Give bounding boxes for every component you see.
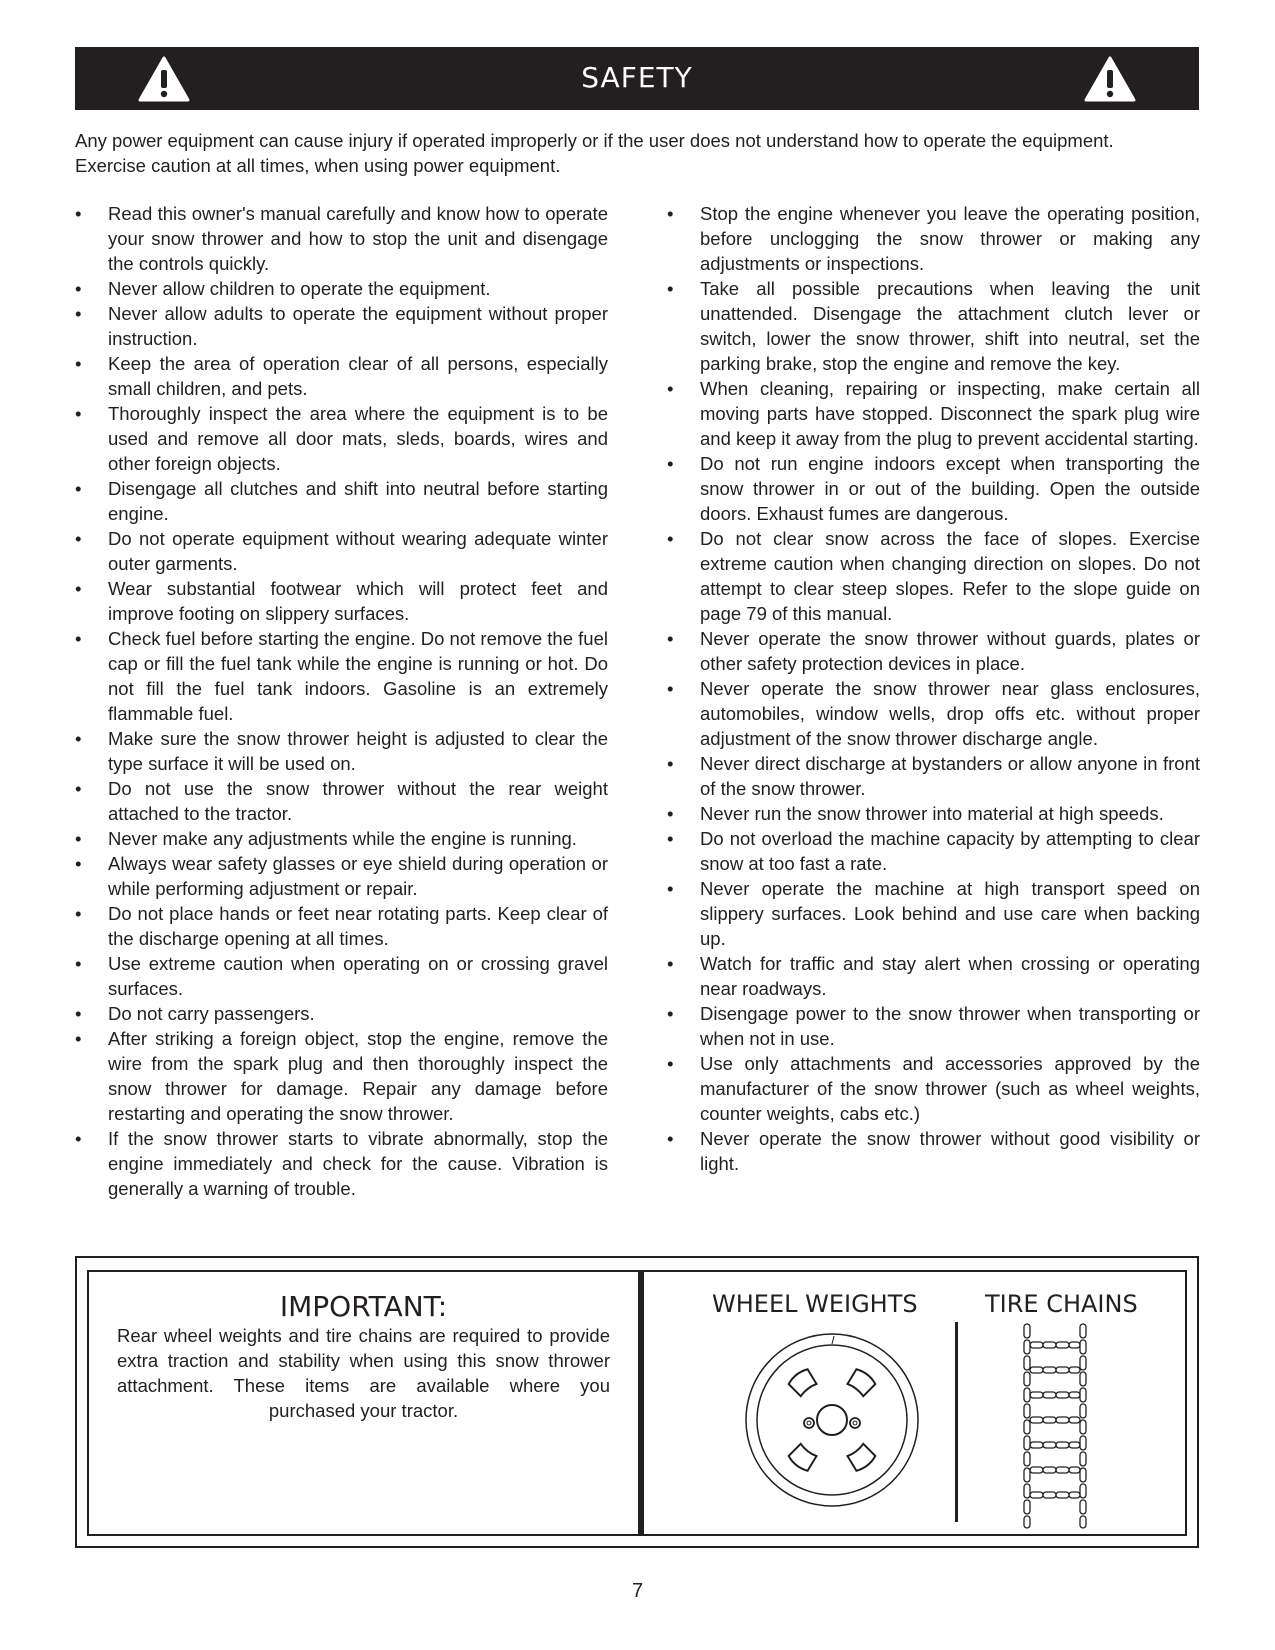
safety-list-item	[667, 751, 1200, 801]
bullet-icon: •	[75, 1128, 82, 1149]
safety-list-text: Stop the engine whenever you leave the operating position, before unclogging the snow thrower or making any adjustments or inspections.	[700, 203, 1200, 274]
bullet-icon: •	[667, 453, 674, 474]
bullet-icon: •	[667, 203, 674, 224]
safety-list-item	[667, 526, 1200, 626]
bullet-icon: •	[75, 303, 82, 324]
safety-list-text: Use extreme caution when operating on or crossing gravel surfaces.	[108, 953, 608, 999]
safety-list-item	[75, 576, 608, 626]
bullet-icon: •	[75, 853, 82, 874]
bullet-icon: •	[667, 953, 674, 974]
bullet-icon: •	[75, 953, 82, 974]
safety-list-item	[75, 1126, 608, 1201]
safety-list-text: Wear substantial footwear which will protect feet and improve footing on slippery surfaces.	[108, 578, 608, 624]
safety-list-item	[667, 451, 1200, 526]
safety-list-item	[667, 876, 1200, 951]
safety-list-item	[75, 401, 608, 476]
safety-list-text: Take all possible precautions when leaving the unit unattended. Disengage the attachment clutch lever or switch, lower the snow thrower, shift into neutral, set the parking brake, stop the engine and remove the key.	[700, 278, 1200, 374]
bullet-icon: •	[667, 828, 674, 849]
safety-list-text: Make sure the snow thrower height is adjusted to clear the type surface it will be used on.	[108, 728, 608, 774]
safety-list-text: Do not operate equipment without wearing adequate winter outer garments.	[108, 528, 608, 574]
safety-list-text: Never operate the snow thrower near glass enclosures, automobiles, window wells, drop offs etc. without proper adjustment of the snow thrower discharge angle.	[700, 678, 1200, 749]
safety-list-text: Never run the snow thrower into material at high speeds.	[700, 803, 1164, 824]
safety-list-item	[75, 276, 608, 301]
bullet-icon: •	[667, 678, 674, 699]
safety-list-text: Do not carry passengers.	[108, 1003, 315, 1024]
safety-list-text: Do not use the snow thrower without the rear weight attached to the tractor.	[108, 778, 608, 824]
wheel-weight-icon	[742, 1330, 922, 1510]
safety-list-item	[667, 826, 1200, 876]
safety-list-item	[667, 1001, 1200, 1051]
bullet-icon: •	[75, 353, 82, 374]
safety-list-item	[75, 776, 608, 826]
important-title: IMPORTANT:	[279, 1290, 448, 1323]
safety-list-item	[75, 726, 608, 776]
safety-list-text: When cleaning, repairing or inspecting, make certain all moving parts have stopped. Disconnect the spark plug wire and keep it away from the plug to prevent accidental starting.	[700, 378, 1200, 449]
safety-list-right	[667, 201, 1200, 1176]
safety-list-item	[75, 201, 608, 276]
bullet-icon: •	[667, 1053, 674, 1074]
page-number: 7	[631, 1580, 644, 1602]
important-body: Rear wheel weights and tire chains are required to provide extra traction and stability when using this snow thrower attachment. These items are available where you purchased your tractor.	[117, 1325, 610, 1421]
bullet-icon: •	[75, 1003, 82, 1024]
safety-list-text: Check fuel before starting the engine. Do not remove the fuel cap or fill the fuel tank while the engine is running or hot. Do not fill the fuel tank indoors. Gasoline is an extremely flammable fuel.	[108, 628, 608, 724]
tire-chain-icon	[1022, 1322, 1088, 1530]
bullet-icon: •	[667, 1003, 674, 1024]
panel-divider	[955, 1322, 958, 1522]
safety-list-text: Do not run engine indoors except when transporting the snow thrower in or out of the building. Open the outside doors. Exhaust fumes are dangerous.	[700, 453, 1200, 524]
safety-list-text: Disengage power to the snow thrower when transporting or when not in use.	[700, 1003, 1200, 1049]
tire-chains-label: TIRE CHAINS	[985, 1290, 1138, 1318]
bullet-icon: •	[667, 878, 674, 899]
warning-triangle-icon	[1083, 55, 1137, 103]
safety-list-item	[75, 351, 608, 401]
bullet-icon: •	[75, 903, 82, 924]
bullet-icon: •	[75, 1028, 82, 1049]
wheel-weights-label: WHEEL WEIGHTS	[712, 1290, 918, 1318]
safety-list-item	[667, 801, 1200, 826]
safety-list-text: After striking a foreign object, stop the engine, remove the wire from the spark plug and then thoroughly inspect the snow thrower for damage. Repair any damage before restarting and operating the snow thrower.	[108, 1028, 608, 1124]
safety-list-left	[75, 201, 608, 1201]
safety-list-text: Use only attachments and accessories approved by the manufacturer of the snow thrower (such as wheel weights, counter weights, cabs etc.)	[700, 1053, 1200, 1124]
safety-list-item	[75, 1026, 608, 1126]
safety-list-text: Read this owner's manual carefully and know how to operate your snow thrower and how to stop the unit and disengage the controls quickly.	[108, 203, 608, 274]
safety-list-text: Never operate the machine at high transport speed on slippery surfaces. Look behind and use care when backing up.	[700, 878, 1200, 949]
bullet-icon: •	[75, 478, 82, 499]
bullet-icon: •	[667, 803, 674, 824]
bullet-icon: •	[667, 378, 674, 399]
safety-list-item	[75, 1001, 608, 1026]
bullet-icon: •	[75, 828, 82, 849]
safety-list-item	[75, 901, 608, 951]
safety-list-item	[667, 626, 1200, 676]
safety-list-text: Never operate the snow thrower without good visibility or light.	[700, 1128, 1200, 1174]
safety-list-text: Disengage all clutches and shift into neutral before starting engine.	[108, 478, 608, 524]
safety-list-item	[667, 676, 1200, 751]
bullet-icon: •	[75, 403, 82, 424]
safety-list-text: Thoroughly inspect the area where the equipment is to be used and remove all door mats, sleds, boards, wires and other foreign objects.	[108, 403, 608, 474]
safety-list-text: Do not clear snow across the face of slopes. Exercise extreme caution when changing direction on slopes. Do not attempt to clear steep slopes. Refer to the slope guide on page 79 of this manual.	[700, 528, 1200, 624]
safety-list-item	[667, 201, 1200, 276]
safety-list-item	[75, 526, 608, 576]
page-title: SAFETY	[581, 61, 693, 94]
safety-list-item	[75, 626, 608, 726]
bullet-icon: •	[75, 628, 82, 649]
bullet-icon: •	[75, 578, 82, 599]
safety-list-text: Do not place hands or feet near rotating parts. Keep clear of the discharge opening at all times.	[108, 903, 608, 949]
safety-list-text: Do not overload the machine capacity by attempting to clear snow at too fast a rate.	[700, 828, 1200, 874]
safety-list-item	[75, 826, 608, 851]
bullet-icon: •	[75, 778, 82, 799]
safety-list-item	[667, 276, 1200, 376]
safety-list-text: Always wear safety glasses or eye shield during operation or while performing adjustment or repair.	[108, 853, 608, 899]
safety-list-item	[75, 301, 608, 351]
bullet-icon: •	[667, 628, 674, 649]
intro-line: Any power equipment can cause injury if operated improperly or if the user does not understand how to operate the equipment.	[75, 130, 1114, 151]
safety-list-text: Never allow children to operate the equipment.	[108, 278, 491, 299]
safety-list-item	[75, 476, 608, 526]
bullet-icon: •	[75, 278, 82, 299]
safety-list-item	[667, 376, 1200, 451]
safety-list-item	[667, 1051, 1200, 1126]
safety-header-banner	[75, 47, 1199, 110]
safety-list-text: Never operate the snow thrower without guards, plates or other safety protection devices in place.	[700, 628, 1200, 674]
safety-list-text: Never allow adults to operate the equipment without proper instruction.	[108, 303, 608, 349]
safety-list-text: Watch for traffic and stay alert when crossing or operating near roadways.	[700, 953, 1200, 999]
safety-list-item	[75, 851, 608, 901]
bullet-icon: •	[75, 203, 82, 224]
safety-list-item	[667, 1126, 1200, 1176]
safety-list-text: Never direct discharge at bystanders or allow anyone in front of the snow thrower.	[700, 753, 1200, 799]
safety-list-text: Never make any adjustments while the engine is running.	[108, 828, 577, 849]
bullet-icon: •	[667, 528, 674, 549]
safety-list-item	[667, 951, 1200, 1001]
intro-line: Exercise caution at all times, when using power equipment.	[75, 155, 561, 176]
safety-list-item	[75, 951, 608, 1001]
bullet-icon: •	[667, 278, 674, 299]
bullet-icon: •	[75, 728, 82, 749]
bullet-icon: •	[667, 1128, 674, 1149]
bullet-icon: •	[75, 528, 82, 549]
bullet-icon: •	[667, 753, 674, 774]
intro-paragraph	[75, 128, 1205, 178]
safety-list-text: If the snow thrower starts to vibrate abnormally, stop the engine immediately and check for the cause. Vibration is generally a warning of trouble.	[108, 1128, 608, 1199]
safety-list-text: Keep the area of operation clear of all persons, especially small children, and pets.	[108, 353, 608, 399]
